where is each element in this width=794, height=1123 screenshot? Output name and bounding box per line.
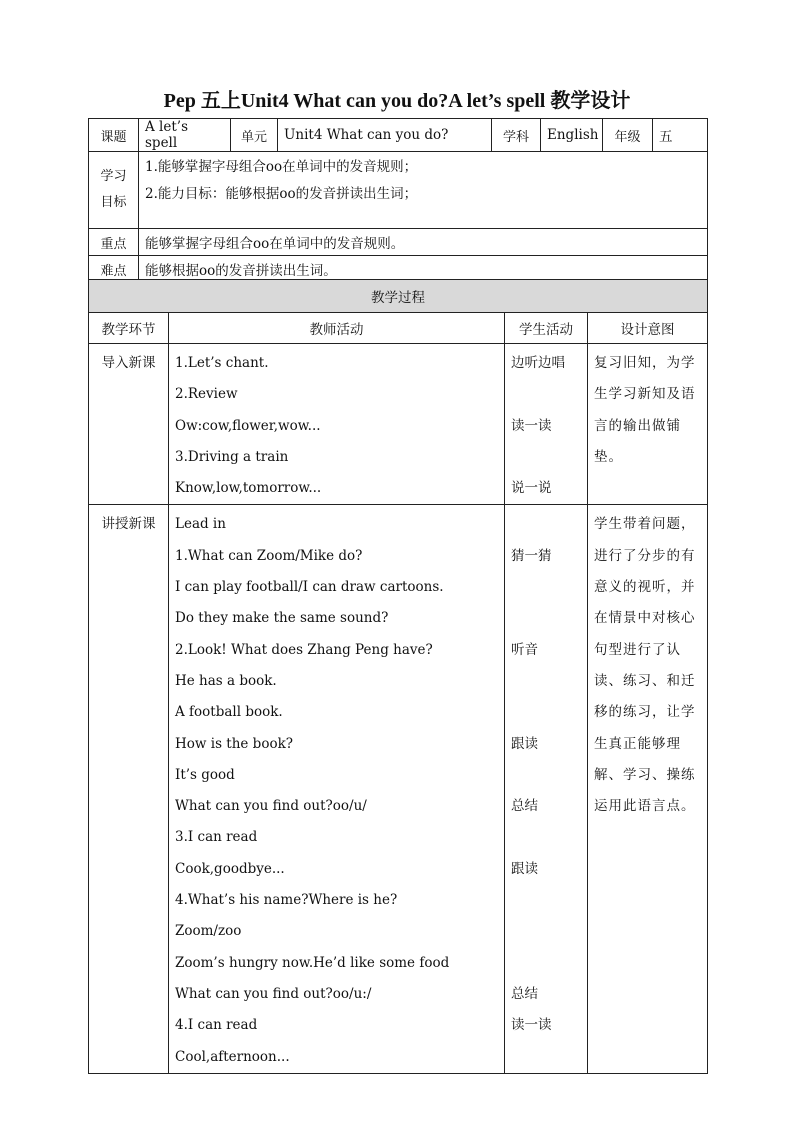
stage-cell [89,344,169,505]
teacher-line: Zoom/zoo [175,923,242,940]
student-line [511,760,581,791]
grade-value: 五 [653,119,708,152]
student-line [511,379,581,410]
student-line: 读一读 [511,1017,552,1034]
student-activity-cell [505,505,588,1073]
student-line [511,885,581,916]
student-line: 听音 [511,641,538,658]
header-teacher: 教师活动 [169,313,505,344]
student-line: 总结 [511,798,538,815]
subject-label: 学科 [492,119,541,152]
teacher-line: 3.I can read [175,829,258,846]
teacher-line: I can play football/I can draw cartoons. [175,579,444,596]
student-line [511,822,581,853]
student-line [511,442,581,473]
difficult-value: 能够根据oo的发音拼读出生词。 [139,256,708,283]
teacher-activity-cell [169,344,505,505]
difficult-label: 难点 [89,256,139,283]
stage-label: 讲授新课 [101,516,156,533]
teacher-line: Lead in [175,516,226,533]
teacher-line: 2.Review [175,386,238,403]
student-line: 猜一猜 [511,547,552,564]
grade-label: 年级 [603,119,653,152]
student-line: 总结 [511,985,538,1002]
student-line [511,666,581,697]
design-intent-text: 学生带着问题，进行了分步的有意义的视听，并在情景中对核心句型进行了认读、练习、和迁移的练习，让学生真正能够理解、学习、操练运用此语言点。 [594,516,696,815]
course-label: 课题 [89,119,139,152]
student-line: 跟读 [511,735,538,752]
student-line: 说一说 [511,480,552,497]
key-value: 能够掌握字母组合oo在单词中的发音规则。 [139,229,708,256]
teacher-line: How is the book? [175,735,293,752]
student-line: 读一读 [511,417,552,434]
student-line [511,948,581,979]
objective-label-line-2: 目标 [100,195,127,210]
student-line [511,697,581,728]
info-table [88,118,708,283]
stage-cell [89,505,169,1073]
teacher-line: 2.Look! What does Zhang Peng have? [175,641,433,658]
student-line [511,603,581,634]
student-line [511,572,581,603]
document-title: Pep 五上Unit4 What can you do?A let’s spell 教学设计 [163,90,631,112]
objective-label-line-1: 学习 [100,169,127,184]
process-section-title: 教学过程 [89,280,708,313]
key-label: 重点 [89,229,139,256]
subject-value: English [541,119,603,152]
teacher-line: A football book. [175,704,283,721]
header-student: 学生活动 [505,313,588,344]
student-line: 跟读 [511,860,538,877]
teacher-line: 3.Driving a train [175,448,289,465]
teacher-line: What can you find out?oo/u/ [175,798,367,815]
student-line [511,916,581,947]
teacher-line: Zoom’s hungry now.He’d like some food [175,954,450,971]
teacher-line: 1.Let’s chant. [175,355,269,371]
course-value: A let’s spell [139,119,231,152]
objective-values [139,152,708,229]
teacher-activity-cell [169,505,505,1073]
objective-item: 1.能够掌握字母组合oo在单词中的发音规则； [145,159,418,175]
student-line [511,1042,581,1073]
teacher-line: Ow:cow,flower,wow... [175,417,321,434]
unit-label: 单元 [231,119,278,152]
objective-label [89,152,139,229]
student-line [511,509,581,540]
teacher-line: Cook,goodbye... [175,860,285,877]
process-table [88,279,708,1074]
teacher-line: Cool,afternoon... [175,1048,290,1065]
unit-value: Unit4 What can you do? [278,119,492,152]
teacher-line: He has a book. [175,672,277,689]
design-intent-text: 复习旧知，为学生学习新知及语言的输出做铺垫。 [594,355,696,465]
stage-label: 导入新课 [101,355,156,371]
objective-item: 2.能力目标：能够根据oo的发音拼读出生词； [145,186,418,202]
teacher-line: 4.What’s his name?Where is he? [175,892,398,909]
teacher-line: What can you find out?oo/u:/ [175,985,372,1002]
header-intent: 设计意图 [588,313,708,344]
teacher-line: Know,low,tomorrow... [175,480,322,497]
teacher-line: It’s good [175,766,235,783]
student-activity-cell [505,344,588,505]
design-intent-cell [588,344,708,505]
teacher-line: 4.I can read [175,1017,258,1034]
teacher-line: Do they make the same sound? [175,610,389,627]
student-line: 边听边唱 [511,355,565,371]
teacher-line: 1.What can Zoom/Mike do? [175,547,363,564]
header-stage: 教学环节 [89,313,169,344]
design-intent-cell [588,505,708,1073]
